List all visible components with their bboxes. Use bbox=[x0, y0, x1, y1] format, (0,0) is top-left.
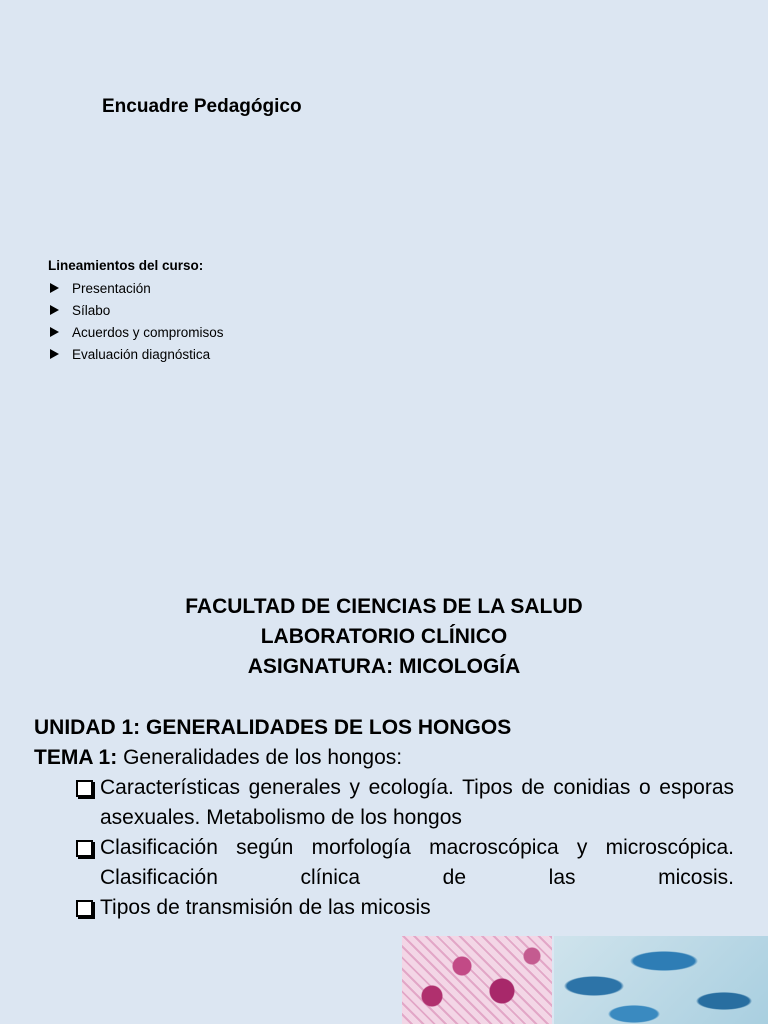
arrow-bullet-icon bbox=[50, 283, 59, 293]
micrograph-images bbox=[402, 936, 768, 1024]
list-item: Características generales y ecología. Tipos de conidias o esporas asexuales. Metabolismo de los hongos bbox=[74, 773, 734, 833]
checkbox-bullet-icon bbox=[76, 840, 93, 857]
arrow-bullet-icon bbox=[50, 327, 59, 337]
fungal-hyphae-micrograph bbox=[402, 936, 552, 1024]
list-item: Tipos de transmisión de las micosis bbox=[74, 893, 734, 923]
faculty-name: FACULTAD DE CIENCIAS DE LA SALUD bbox=[185, 595, 583, 618]
faculty-header bbox=[0, 592, 768, 682]
program-name: LABORATORIO CLÍNICO bbox=[260, 625, 508, 648]
unit-title: UNIDAD 1: GENERALIDADES DE LOS HONGOS bbox=[34, 716, 512, 739]
arrow-bullet-icon bbox=[50, 305, 59, 315]
arrow-bullet-icon bbox=[50, 349, 59, 359]
list-item: Evaluación diagnóstica bbox=[48, 343, 224, 365]
list-item: Acuerdos y compromisos bbox=[48, 321, 224, 343]
fungal-conidia-micrograph bbox=[554, 936, 768, 1024]
checkbox-bullet-icon bbox=[76, 900, 93, 917]
topic-heading bbox=[34, 743, 734, 773]
guidelines-heading: Lineamientos del curso: bbox=[48, 258, 204, 273]
guidelines-list bbox=[48, 277, 224, 365]
list-item: Clasificación según morfología macroscópica y microscópica. Clasificación clínica de las micosis. bbox=[74, 833, 734, 893]
list-item: Presentación bbox=[48, 277, 224, 299]
slide-title: Encuadre Pedagógico bbox=[102, 96, 302, 117]
topic-label: TEMA 1: bbox=[34, 746, 118, 769]
topic-list bbox=[34, 773, 734, 923]
unit-section bbox=[34, 713, 734, 923]
checkbox-bullet-icon bbox=[76, 780, 93, 797]
list-item: Sílabo bbox=[48, 299, 224, 321]
course-guidelines bbox=[48, 258, 224, 365]
topic-text: Generalidades de los hongos: bbox=[117, 746, 403, 769]
subject-name: ASIGNATURA: MICOLOGÍA bbox=[247, 655, 521, 678]
